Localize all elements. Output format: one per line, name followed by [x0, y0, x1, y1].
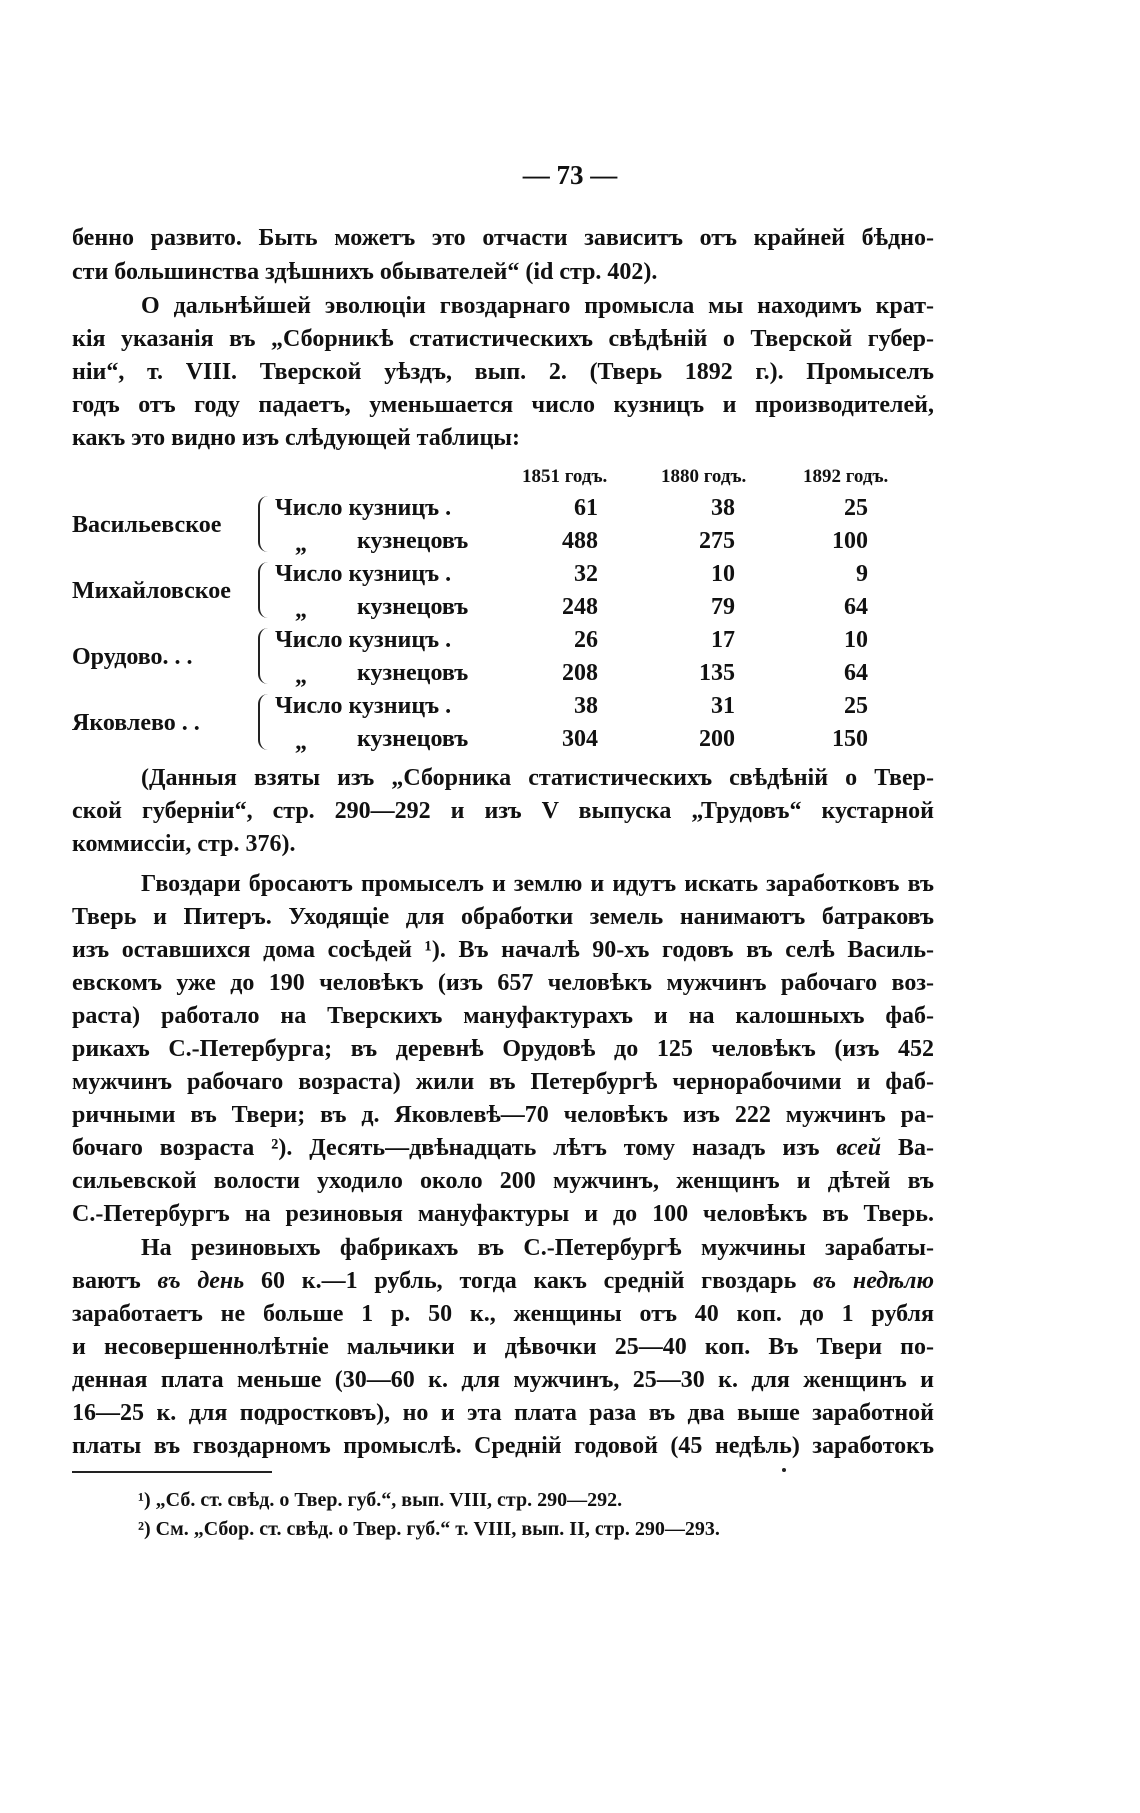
ditto-mark: „: [295, 663, 307, 689]
text-line: платы въ гвоздарномъ промыслѣ. Средній годовой (45 недѣль) заработокъ: [72, 1433, 934, 1459]
column-header-1880: 1880 годъ.: [661, 466, 747, 487]
text-segment: 60 к.—1 рубль, тогда какъ средній гвоздарь: [244, 1268, 814, 1294]
cell-smiths: 275: [699, 528, 735, 554]
cell-smiths: 135: [699, 660, 735, 686]
village-name: Яковлево . .: [72, 710, 200, 736]
row-label: кузнецовъ: [357, 594, 469, 620]
italic-text: всей: [836, 1135, 882, 1161]
row-label: Число кузницъ .: [275, 495, 452, 521]
text-line: бенно развито. Быть можетъ это отчасти зависитъ отъ крайней бѣдно-: [72, 225, 934, 251]
ditto-mark: „: [295, 531, 307, 557]
text-segment: бочаго возраста ²). Десять—двѣнадцать лѣтъ тому назадъ изъ: [72, 1135, 837, 1161]
italic-text: въ день: [157, 1268, 245, 1294]
cell-smiths: 150: [832, 726, 868, 752]
cell-smiths: 64: [844, 594, 868, 620]
footnote-divider: [72, 1471, 272, 1473]
text-line: заработаетъ не больше 1 р. 50 к., женщины отъ 40 коп. до 1 рубля: [72, 1301, 934, 1327]
row-label: Число кузницъ .: [275, 627, 452, 653]
cell-smiths: 488: [562, 528, 598, 554]
cell-smithies: 25: [844, 693, 868, 719]
text-line: [72, 1133, 934, 1163]
cell-smithies: 10: [844, 627, 868, 653]
text-segment: ваютъ: [72, 1268, 158, 1294]
text-line: евскомъ уже до 190 человѣкъ (изъ 657 человѣкъ мужчинъ рабочаго воз-: [72, 970, 934, 996]
footnote-1: ¹) „Сб. ст. свѣд. о Твер. губ.“, вып. VIII, стр. 290—292.: [138, 1489, 623, 1511]
text-line: коммиссіи, стр. 376).: [72, 831, 296, 857]
ink-dot: [782, 1468, 786, 1472]
text-line: На резиновыхъ фабрикахъ въ С.-Петербургѣ мужчины зарабаты-: [141, 1235, 934, 1261]
text-line: Тверь и Питеръ. Уходящіе для обработки земель нанимаютъ батраковъ: [72, 904, 934, 930]
text-line: ричными въ Твери; въ д. Яковлевѣ—70 человѣкъ изъ 222 мужчинъ ра-: [72, 1102, 934, 1128]
text-line: Гвоздари бросаютъ промыселъ и землю и идутъ искать заработковъ въ: [141, 871, 934, 897]
column-header-1892: 1892 годъ.: [803, 466, 889, 487]
cell-smithies: 61: [574, 495, 598, 521]
row-label: кузнецовъ: [357, 726, 469, 752]
text-line: сти большинства здѣшнихъ обывателей“ (id стр. 402).: [72, 259, 658, 285]
text-line: мужчинъ рабочаго возраста) жили въ Петербургѣ чернорабочими и фаб-: [72, 1069, 934, 1095]
italic-text: въ недѣлю: [813, 1268, 935, 1294]
text-line: и несовершеннолѣтніе мальчики и дѣвочки 25—40 коп. Въ Твери по-: [72, 1334, 934, 1360]
cell-smiths: 304: [562, 726, 598, 752]
column-header-1851: 1851 годъ.: [522, 466, 608, 487]
cell-smithies: 31: [711, 693, 735, 719]
cell-smithies: 26: [574, 627, 598, 653]
row-label: Число кузницъ .: [275, 693, 452, 719]
footnote-2: ²) См. „Сбор. ст. свѣд. о Твер. губ.“ т. VIII, вып. II, стр. 290—293.: [138, 1518, 720, 1540]
cell-smithies: 38: [711, 495, 735, 521]
cell-smithies: 25: [844, 495, 868, 521]
cell-smiths: 64: [844, 660, 868, 686]
text-line: [72, 1266, 934, 1296]
cell-smiths: 208: [562, 660, 598, 686]
brace: [258, 496, 272, 552]
cell-smithies: 17: [711, 627, 735, 653]
row-label: кузнецовъ: [357, 660, 469, 686]
village-name: Михайловское: [72, 578, 231, 604]
text-line: рикахъ С.-Петербурга; въ деревнѣ Орудовѣ до 125 человѣкъ (изъ 452: [72, 1036, 934, 1062]
village-name: Орудово. . .: [72, 644, 193, 670]
text-line: какъ это видно изъ слѣдующей таблицы:: [72, 425, 521, 451]
text-line: ніи“, т. VIII. Тверской уѣздъ, вып. 2. (Тверь 1892 г.). Промыселъ: [72, 359, 934, 385]
cell-smiths: 79: [711, 594, 735, 620]
cell-smithies: 32: [574, 561, 598, 587]
text-line: 16—25 к. для подростковъ), но и эта плата раза въ два выше заработной: [72, 1400, 934, 1426]
row-label: кузнецовъ: [357, 528, 469, 554]
text-line: (Данныя взяты изъ „Сборника статистическихъ свѣдѣній о Твер-: [141, 765, 934, 791]
ditto-mark: „: [295, 729, 307, 755]
text-line: С.-Петербургъ на резиновыя мануфактуры и до 100 человѣкъ въ Тверь.: [72, 1201, 934, 1227]
text-line: изъ оставшихся дома сосѣдей ¹). Въ началѣ 90-хъ годовъ въ селѣ Василь-: [72, 937, 934, 963]
text-line: раста) работало на Тверскихъ мануфактурахъ и на калошныхъ фаб-: [72, 1003, 934, 1029]
cell-smiths: 100: [832, 528, 868, 554]
text-line: кія указанія въ „Сборникѣ статистическихъ свѣдѣній о Тверской губер-: [72, 326, 934, 352]
text-line: О дальнѣйшей эволюціи гвоздарнаго промысла мы находимъ крат-: [141, 293, 934, 319]
row-label: Число кузницъ .: [275, 561, 452, 587]
village-name: Васильевское: [72, 512, 222, 538]
brace: [258, 628, 272, 684]
cell-smithies: 9: [856, 561, 868, 587]
ditto-mark: „: [295, 597, 307, 623]
text-line: сильевской волости уходило около 200 мужчинъ, женщинъ и дѣтей въ: [72, 1168, 934, 1194]
brace: [258, 694, 272, 750]
page-number: — 73 —: [522, 160, 618, 190]
cell-smiths: 200: [699, 726, 735, 752]
text-segment: Ва-: [881, 1135, 935, 1161]
text-line: годъ отъ году падаетъ, уменьшается число кузницъ и производителей,: [72, 392, 934, 418]
cell-smithies: 10: [711, 561, 735, 587]
cell-smiths: 248: [562, 594, 598, 620]
brace: [258, 562, 272, 618]
text-line: ской губерніи“, стр. 290—292 и изъ V выпуска „Трудовъ“ кустарной: [72, 798, 934, 824]
cell-smithies: 38: [574, 693, 598, 719]
text-line: денная плата меньше (30—60 к. для мужчинъ, 25—30 к. для женщинъ и: [72, 1367, 934, 1393]
